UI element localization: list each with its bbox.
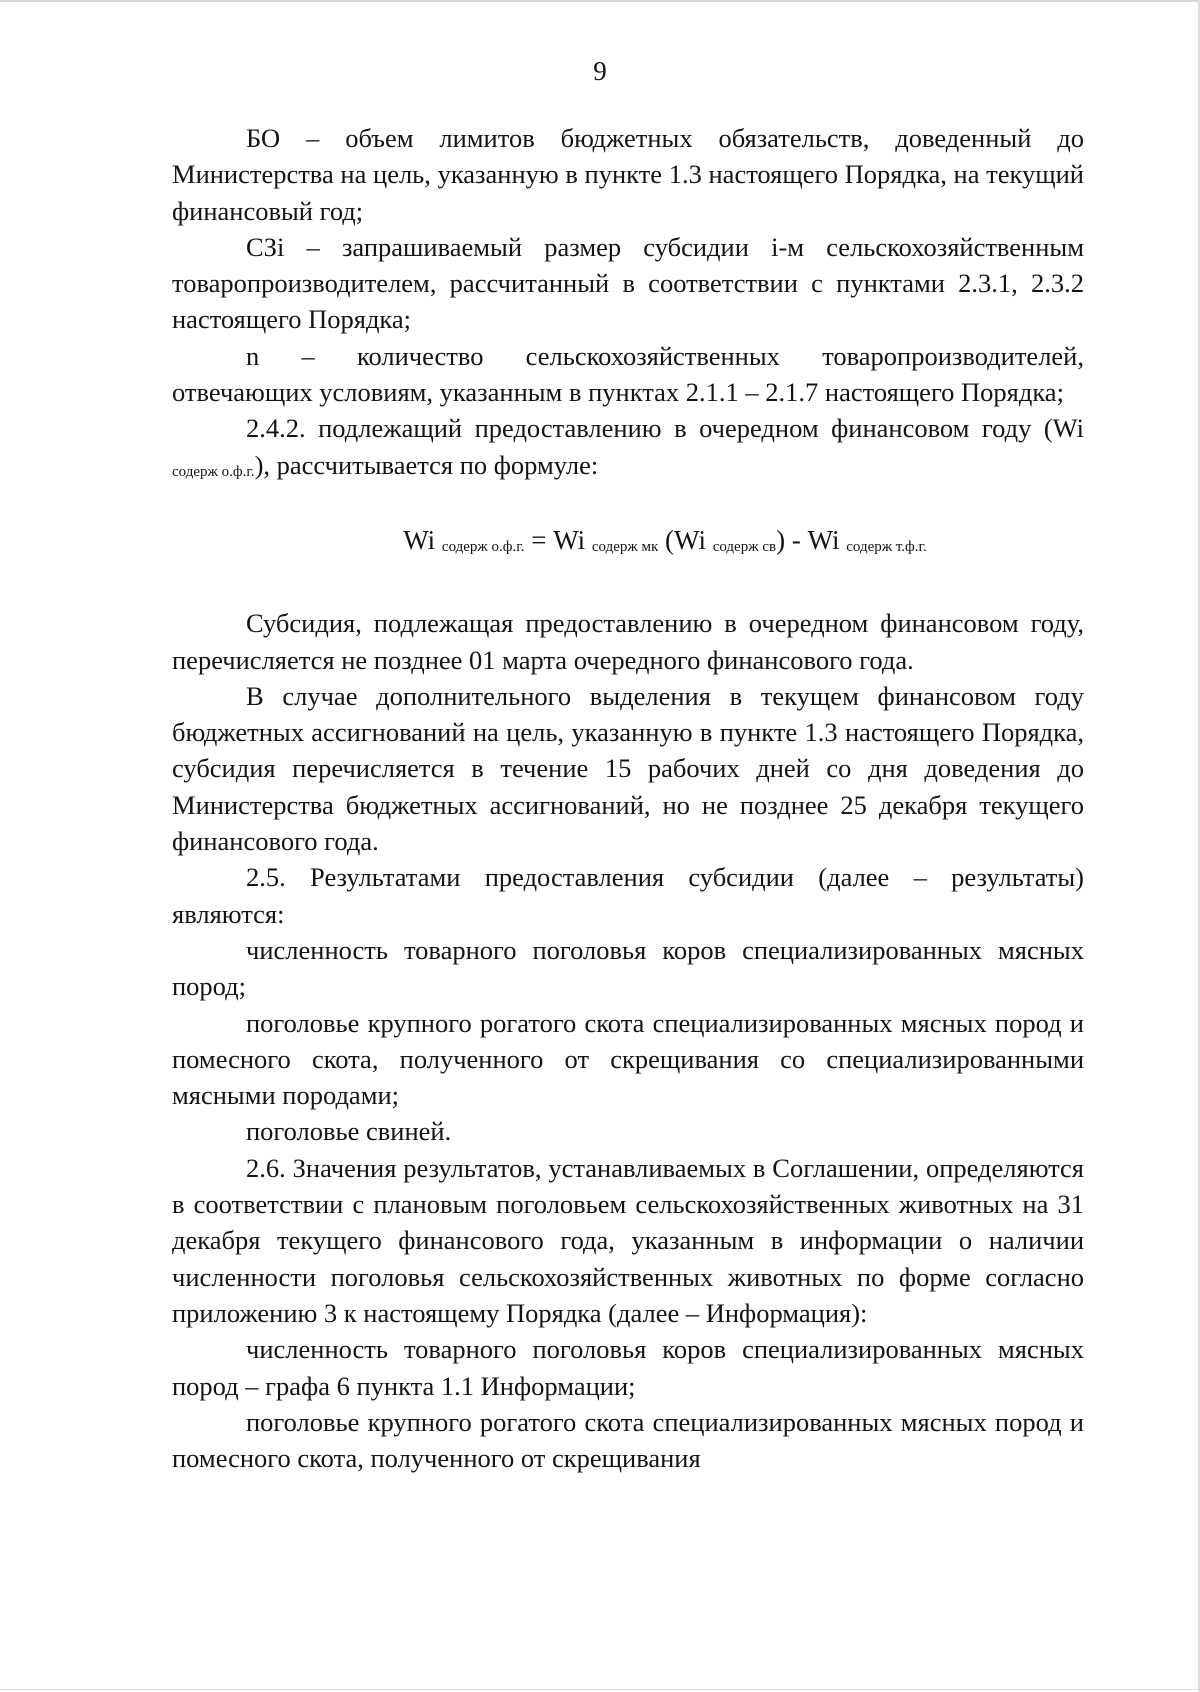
formula-term-2-subscript: содерж св bbox=[712, 538, 777, 555]
paragraph-2-5: 2.5. Результатами предоставления субсидии (далее – результаты) являются: bbox=[172, 862, 1084, 929]
formula-paren-open: ( bbox=[658, 524, 675, 555]
formula-term-1: Wi bbox=[553, 524, 586, 555]
paragraph-subsidy-transfer: Субсидия, подлежащая предоставлению в очередном финансовом году, перечисляется не позднее 01 марта очередного финансового года. bbox=[172, 608, 1084, 675]
paragraph-2-4-2 bbox=[172, 410, 1084, 490]
paragraph-bo-definition: БО – объем лимитов бюджетных обязательств, доведенный до Министерства на цель, указанную в пункте 1.3 настоящего Порядка, на текущий финансовый год; bbox=[172, 123, 1084, 226]
formula-minus: - bbox=[785, 524, 808, 555]
formula-term-2: Wi bbox=[674, 524, 706, 555]
paragraph-szi-definition: СЗi – запрашиваемый размер субсидии i-м сельскохозяйственным товаропроизводителем, рассчитанный в соответствии с пунктами 2.3.1, 2.3.2 настоящего Порядка; bbox=[172, 231, 1084, 335]
formula-term-3: Wi bbox=[807, 524, 840, 555]
formula-term-1-subscript: содерж мк bbox=[591, 538, 659, 555]
paragraph-n-definition: n – количество сельскохозяйственных товаропроизводителей, отвечающих условиям, указанным в пунктах 2.1.1 – 2.1.7 настоящего Порядка; bbox=[172, 340, 1084, 408]
scan-edge-top bbox=[0, 0, 1200, 2]
paragraph-additional-allocation: В случае дополнительного выделения в текущем финансовом году бюджетных ассигнований на цель, указанную в пункте 1.3 настоящего Порядка, субсидия перечисляется в течение 15 рабочих дней со дня доведения до Министерства бюджетных ассигнований, но не позднее 25 декабря текущего финансового года. bbox=[172, 680, 1084, 857]
formula-lhs: Wi bbox=[403, 524, 436, 555]
paragraph-result-pigs: поголовье свиней. bbox=[246, 1116, 452, 1147]
paragraph-2-6: 2.6. Значения результатов, устанавливаемых в Соглашении, определяются в соответствии с плановым поголовьем сельскохозяйственных животных на 31 декабря текущего финансового года, указанным в информации о наличии численности поголовья сельскохозяйственных животных по форме согласно приложению 3 к настоящему Порядка (далее – Информация): bbox=[172, 1152, 1084, 1328]
paragraph-result-cows: численность товарного поголовья коров специализированных мясных пород; bbox=[172, 934, 1084, 1002]
scan-edge-bottom bbox=[0, 1689, 1200, 1690]
formula-term-3-subscript: содерж т.ф.г. bbox=[846, 538, 927, 555]
document-body bbox=[172, 120, 1084, 1476]
formula-lhs-subscript: содерж о.ф.г. bbox=[441, 538, 525, 555]
formula bbox=[172, 522, 1084, 565]
paragraph-info-cattle: поголовье крупного рогатого скота специализированных мясных пород и помесного скота, полученного от скрещивания bbox=[172, 1406, 1084, 1474]
formula-equals: = bbox=[524, 524, 554, 555]
paragraph-2-4-2-tail: ), рассчитывается по формуле: bbox=[254, 449, 599, 480]
paragraph-2-4-2-subscript: содерж о.ф.г. bbox=[172, 463, 255, 480]
paragraph-result-cattle: поголовье крупного рогатого скота специализированных мясных пород и помесного скота, полученного от скрещивания со специализированными мясными породами; bbox=[172, 1007, 1084, 1111]
paragraph-2-4-2-text: 2.4.2. подлежащий предоставлению в очередном финансовом году (Wi bbox=[246, 413, 1084, 444]
formula-paren-close: ) bbox=[776, 524, 786, 555]
paragraph-info-cows: численность товарного поголовья коров специализированных мясных пород – графа 6 пункта 1.1 Информации; bbox=[172, 1334, 1084, 1401]
page-number: 9 bbox=[593, 56, 607, 86]
